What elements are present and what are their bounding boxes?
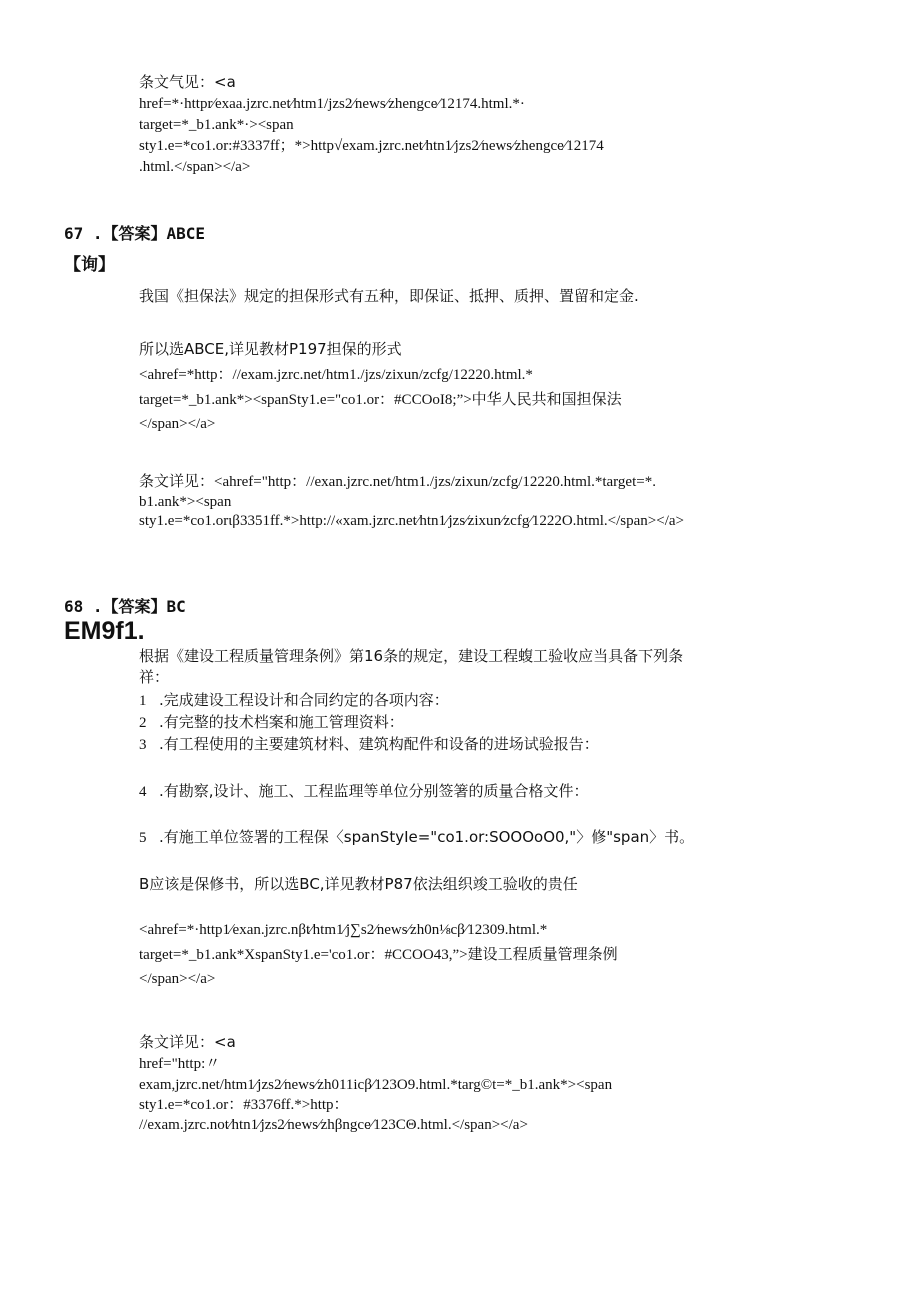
q68-ref-line-3: exam,jzrc.net/htm1∕jzs2∕news∕zh011icβ∕123O9.html.*targ©t=*_b1.ank*><span bbox=[139, 1077, 613, 1093]
q67-paragraph-1: 我国《担保法》规定的担保形式有五种，即保证、抵押、质押、置留和定金. bbox=[139, 287, 639, 305]
list-item bbox=[139, 781, 589, 802]
q67-link-line-2: target=*_b1.ank*><spanSty1.e="co1.or：#CCOoI8;”>中华人民共和国担保法 bbox=[139, 392, 622, 408]
list-item bbox=[139, 690, 449, 711]
list-item-text: .有施工单位签署的工程保〈spanStyIe="co1.or:SOOOoO0,"〉修"span〉书。 bbox=[159, 828, 695, 846]
top-note-line-1: 条文气见：<a bbox=[139, 73, 236, 91]
q68-link-line-1: <ahref=*·http1∕exan.jzrc.nβt∕htm1∕j∑s2∕news∕zh0n⅛cβ∕12309.html.* bbox=[139, 922, 548, 938]
q67-ref-line-3: sty1.e=*co1.orιβ3351ff.*>http://«xam.jzrc.net∕htn1∕jzs∕zixun∕zcfg∕1222O.html.</span></a> bbox=[139, 513, 684, 529]
list-item-text: .完成建设工程设计和合同约定的各项内容： bbox=[159, 691, 449, 709]
q67-ref-line-2: b1.ank*><span bbox=[139, 494, 232, 510]
q68-link-line-3: </span></a> bbox=[139, 971, 216, 987]
list-item-number: 4 bbox=[139, 784, 147, 800]
top-note-line-3: target=*_b1.ank*·><span bbox=[139, 117, 294, 133]
top-note-line-5: .html.</span></a> bbox=[139, 159, 251, 175]
q67-label: 【询】 bbox=[64, 255, 115, 275]
top-note-line-2: href=*·httpr∕exaa.jzrc.net∕htm1/jzs2∕news∕zhengce∕12174.html.*· bbox=[139, 96, 525, 112]
q67-heading: 67 .【答案】ABCE bbox=[64, 224, 206, 243]
list-item-number: 1 bbox=[139, 693, 147, 709]
q67-ref-line-1: 条文详见：<ahref="http：//exan.jzrc.net/htm1./jzs/zixun/zcfg/12220.html.*target=*. bbox=[139, 474, 656, 490]
list-item-text: .有工程使用的主要建筑材料、建筑构配件和设备的进场试验报告： bbox=[159, 735, 599, 753]
q68-ref-line-2: href="http:〃 bbox=[139, 1056, 221, 1072]
list-item bbox=[139, 827, 694, 848]
q68-link-line-2: target=*_b1.ank*XspanSty1.e='co1.or：#CCOO43,”>建设工程质量管理条例 bbox=[139, 947, 618, 963]
q68-label: EM9f1. bbox=[64, 617, 145, 645]
list-item-text: .有完整的技术档案和施工管理资料： bbox=[159, 713, 404, 731]
list-item-number: 5 bbox=[139, 830, 147, 846]
list-item-text: .有勘察,设计、施工、工程监理等单位分别签箸的质量合格文件： bbox=[159, 782, 589, 800]
q68-heading: 68 .【答案】BC bbox=[64, 597, 186, 616]
q68-ref-line-4: sty1.e=*co1.or：#3376ff.*>http： bbox=[139, 1097, 349, 1113]
q68-ref-line-5: //exam.jzrc.not∕htn1∕jzs2∕news∕zhβngce∕123CΘ.html.</span></a> bbox=[139, 1117, 528, 1133]
list-item bbox=[139, 734, 599, 755]
list-item-number: 3 bbox=[139, 737, 147, 753]
q67-link-line-1: <ahref=*http：//exam.jzrc.net/htm1./jzs/zixun/zcfg/12220.html.* bbox=[139, 367, 533, 383]
top-note-line-4: sty1.e=*co1.or:#3337ff；*>http√exam.jzrc.net∕htn1∕jzs2∕news∕zhengce∕12174 bbox=[139, 138, 604, 154]
list-item-number: 2 bbox=[139, 715, 147, 731]
q68-paragraph-3: B应该是保修书，所以选BC,详见教材P87依法组织竣工验收的贵任 bbox=[139, 875, 578, 893]
q68-paragraph-1: 根据《建设工程质量管理条例》第16条的规定，建设工程蝮工验收应当具备下列条 bbox=[139, 647, 684, 665]
q67-link-line-3: </span></a> bbox=[139, 416, 216, 432]
q68-paragraph-2: 祥： bbox=[139, 668, 170, 686]
list-item bbox=[139, 712, 404, 733]
q68-ref-line-1: 条文详见：<a bbox=[139, 1033, 236, 1051]
q67-paragraph-2: 所以选ABCE,详见教材P197担保的形式 bbox=[139, 340, 402, 358]
